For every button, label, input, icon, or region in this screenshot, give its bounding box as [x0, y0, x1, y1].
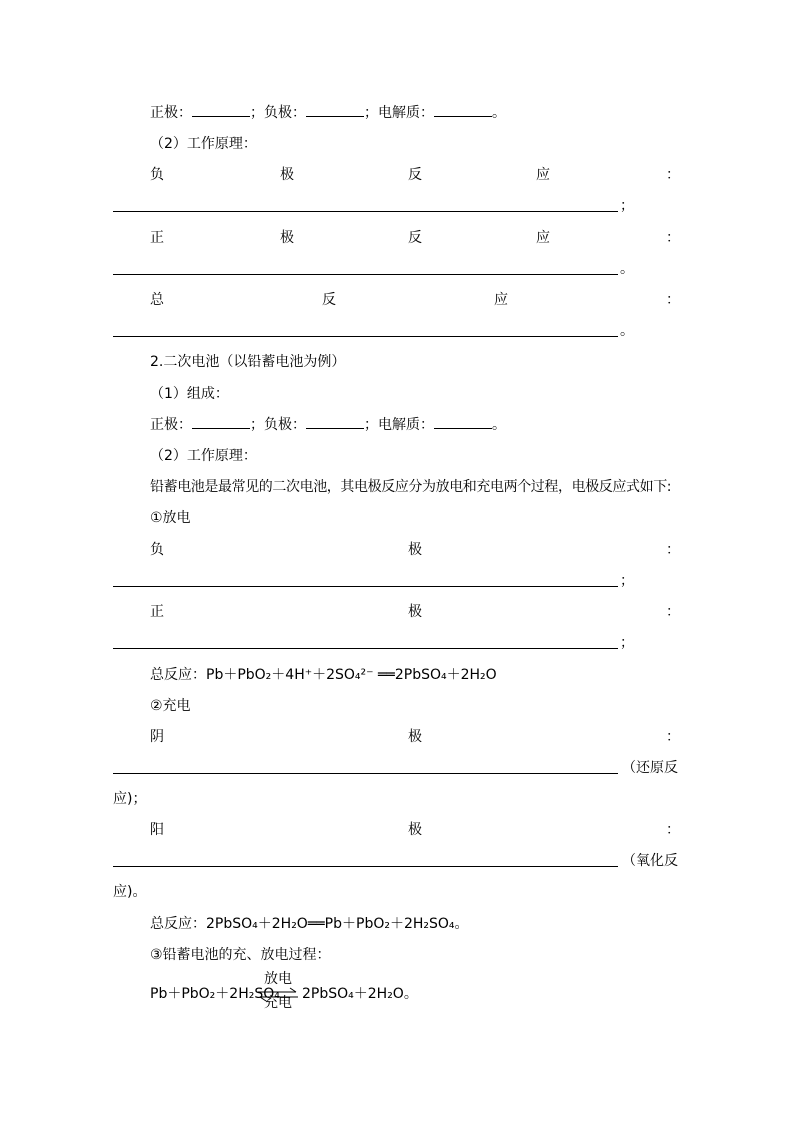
- answer-line-total: [113, 336, 618, 337]
- positive-label: 正极：: [150, 105, 192, 121]
- discharge-heading: ①放电: [150, 510, 191, 526]
- charge-heading: ②充电: [150, 698, 191, 714]
- answer-line-d-neg: [113, 586, 618, 587]
- d-pos-colon: ：: [666, 604, 680, 620]
- period: 。: [492, 105, 506, 121]
- pos-word-2: 极: [280, 230, 294, 246]
- answer-line-pos: [113, 274, 618, 275]
- neg-word-4: 应: [536, 167, 550, 183]
- c-cat-end: （还原反: [622, 760, 678, 776]
- cycle-left-side: Pb＋PbO₂＋2H₂SO₄: [150, 986, 280, 1002]
- c-cat-word-1: 阴: [150, 729, 164, 745]
- answer-line-d-pos: [113, 648, 618, 649]
- blank-negative: [306, 104, 364, 117]
- pos-colon: ：: [666, 230, 680, 246]
- blank-negative: [306, 416, 364, 429]
- pos-word-4: 应: [536, 230, 550, 246]
- blank-electrolyte: [434, 104, 492, 117]
- sep: ；: [364, 417, 378, 433]
- d-neg-colon: ：: [666, 542, 680, 558]
- neg-word-2: 极: [280, 167, 294, 183]
- neg-word-1: 负: [150, 167, 164, 183]
- arrow-label-charge: 充电: [264, 995, 292, 1011]
- d-neg-word-1: 负: [150, 542, 164, 558]
- blank-electrolyte: [434, 416, 492, 429]
- electrolyte-label: 电解质：: [378, 417, 434, 433]
- d-pos-word-2: 极: [408, 604, 422, 620]
- intro-paragraph: 铅蓄电池是最常见的二次电池，其电极反应分为放电和充电两个过程，电极反应式如下:: [150, 479, 672, 495]
- neg-colon: ：: [666, 167, 680, 183]
- negative-label: 负极：: [264, 417, 306, 433]
- answer-line-c-cat: [113, 773, 618, 774]
- d-neg-word-2: 极: [408, 542, 422, 558]
- c-an-colon: ：: [666, 822, 680, 838]
- c-an-word-1: 阳: [150, 822, 164, 838]
- principle-heading-1: （2）工作原理：: [150, 136, 257, 152]
- tot-word-2: 反: [322, 292, 336, 308]
- tot-colon: ：: [666, 292, 680, 308]
- sep: ；: [250, 105, 264, 121]
- section-2-title: 2.二次电池（以铅蓄电池为例）: [150, 354, 346, 370]
- c-cat-word-2: 极: [408, 729, 422, 745]
- pos-end: 。: [620, 261, 634, 277]
- composition-heading-2: （1）组成：: [150, 386, 229, 402]
- neg-end: ；: [620, 198, 634, 214]
- blank-positive: [192, 104, 250, 117]
- period: 。: [492, 417, 506, 433]
- electrolyte-label: 电解质：: [378, 105, 434, 121]
- cycle-right-side: 2PbSO₄＋2H₂O。: [302, 986, 418, 1002]
- answer-line-c-an: [113, 866, 618, 867]
- negative-label: 负极：: [264, 105, 306, 121]
- sep: ；: [364, 105, 378, 121]
- c-cat-colon: ：: [666, 729, 680, 745]
- d-pos-word-1: 正: [150, 604, 164, 620]
- c-an-end: （氧化反: [622, 853, 678, 869]
- pos-word-1: 正: [150, 230, 164, 246]
- discharge-total-reaction: 总反应：Pb＋PbO₂＋4H⁺＋2SO₄²⁻ ══2PbSO₄＋2H₂O: [150, 667, 497, 683]
- tot-word-3: 应: [494, 292, 508, 308]
- composition-line-2: [150, 416, 506, 434]
- blank-positive: [192, 416, 250, 429]
- pos-word-3: 反: [408, 230, 422, 246]
- principle-heading-2: （2）工作原理：: [150, 448, 257, 464]
- composition-line-1: [150, 104, 506, 122]
- tot-word-1: 总: [150, 292, 164, 308]
- cycle-heading: ③铅蓄电池的充、放电过程：: [150, 947, 331, 963]
- d-neg-end: ；: [620, 573, 634, 589]
- neg-word-3: 反: [408, 167, 422, 183]
- sep: ；: [250, 417, 264, 433]
- positive-label: 正极：: [150, 417, 192, 433]
- c-an-wrap: 应)。: [113, 884, 147, 900]
- arrow-label-discharge: 放电: [264, 971, 292, 987]
- answer-line-neg: [113, 211, 618, 212]
- tot-end: 。: [620, 323, 634, 339]
- c-cat-wrap: 应)；: [113, 791, 147, 807]
- c-an-word-2: 极: [408, 822, 422, 838]
- d-pos-end: ；: [620, 635, 634, 651]
- charge-total-reaction: 总反应：2PbSO₄＋2H₂O══Pb＋PbO₂＋2H₂SO₄。: [150, 916, 469, 932]
